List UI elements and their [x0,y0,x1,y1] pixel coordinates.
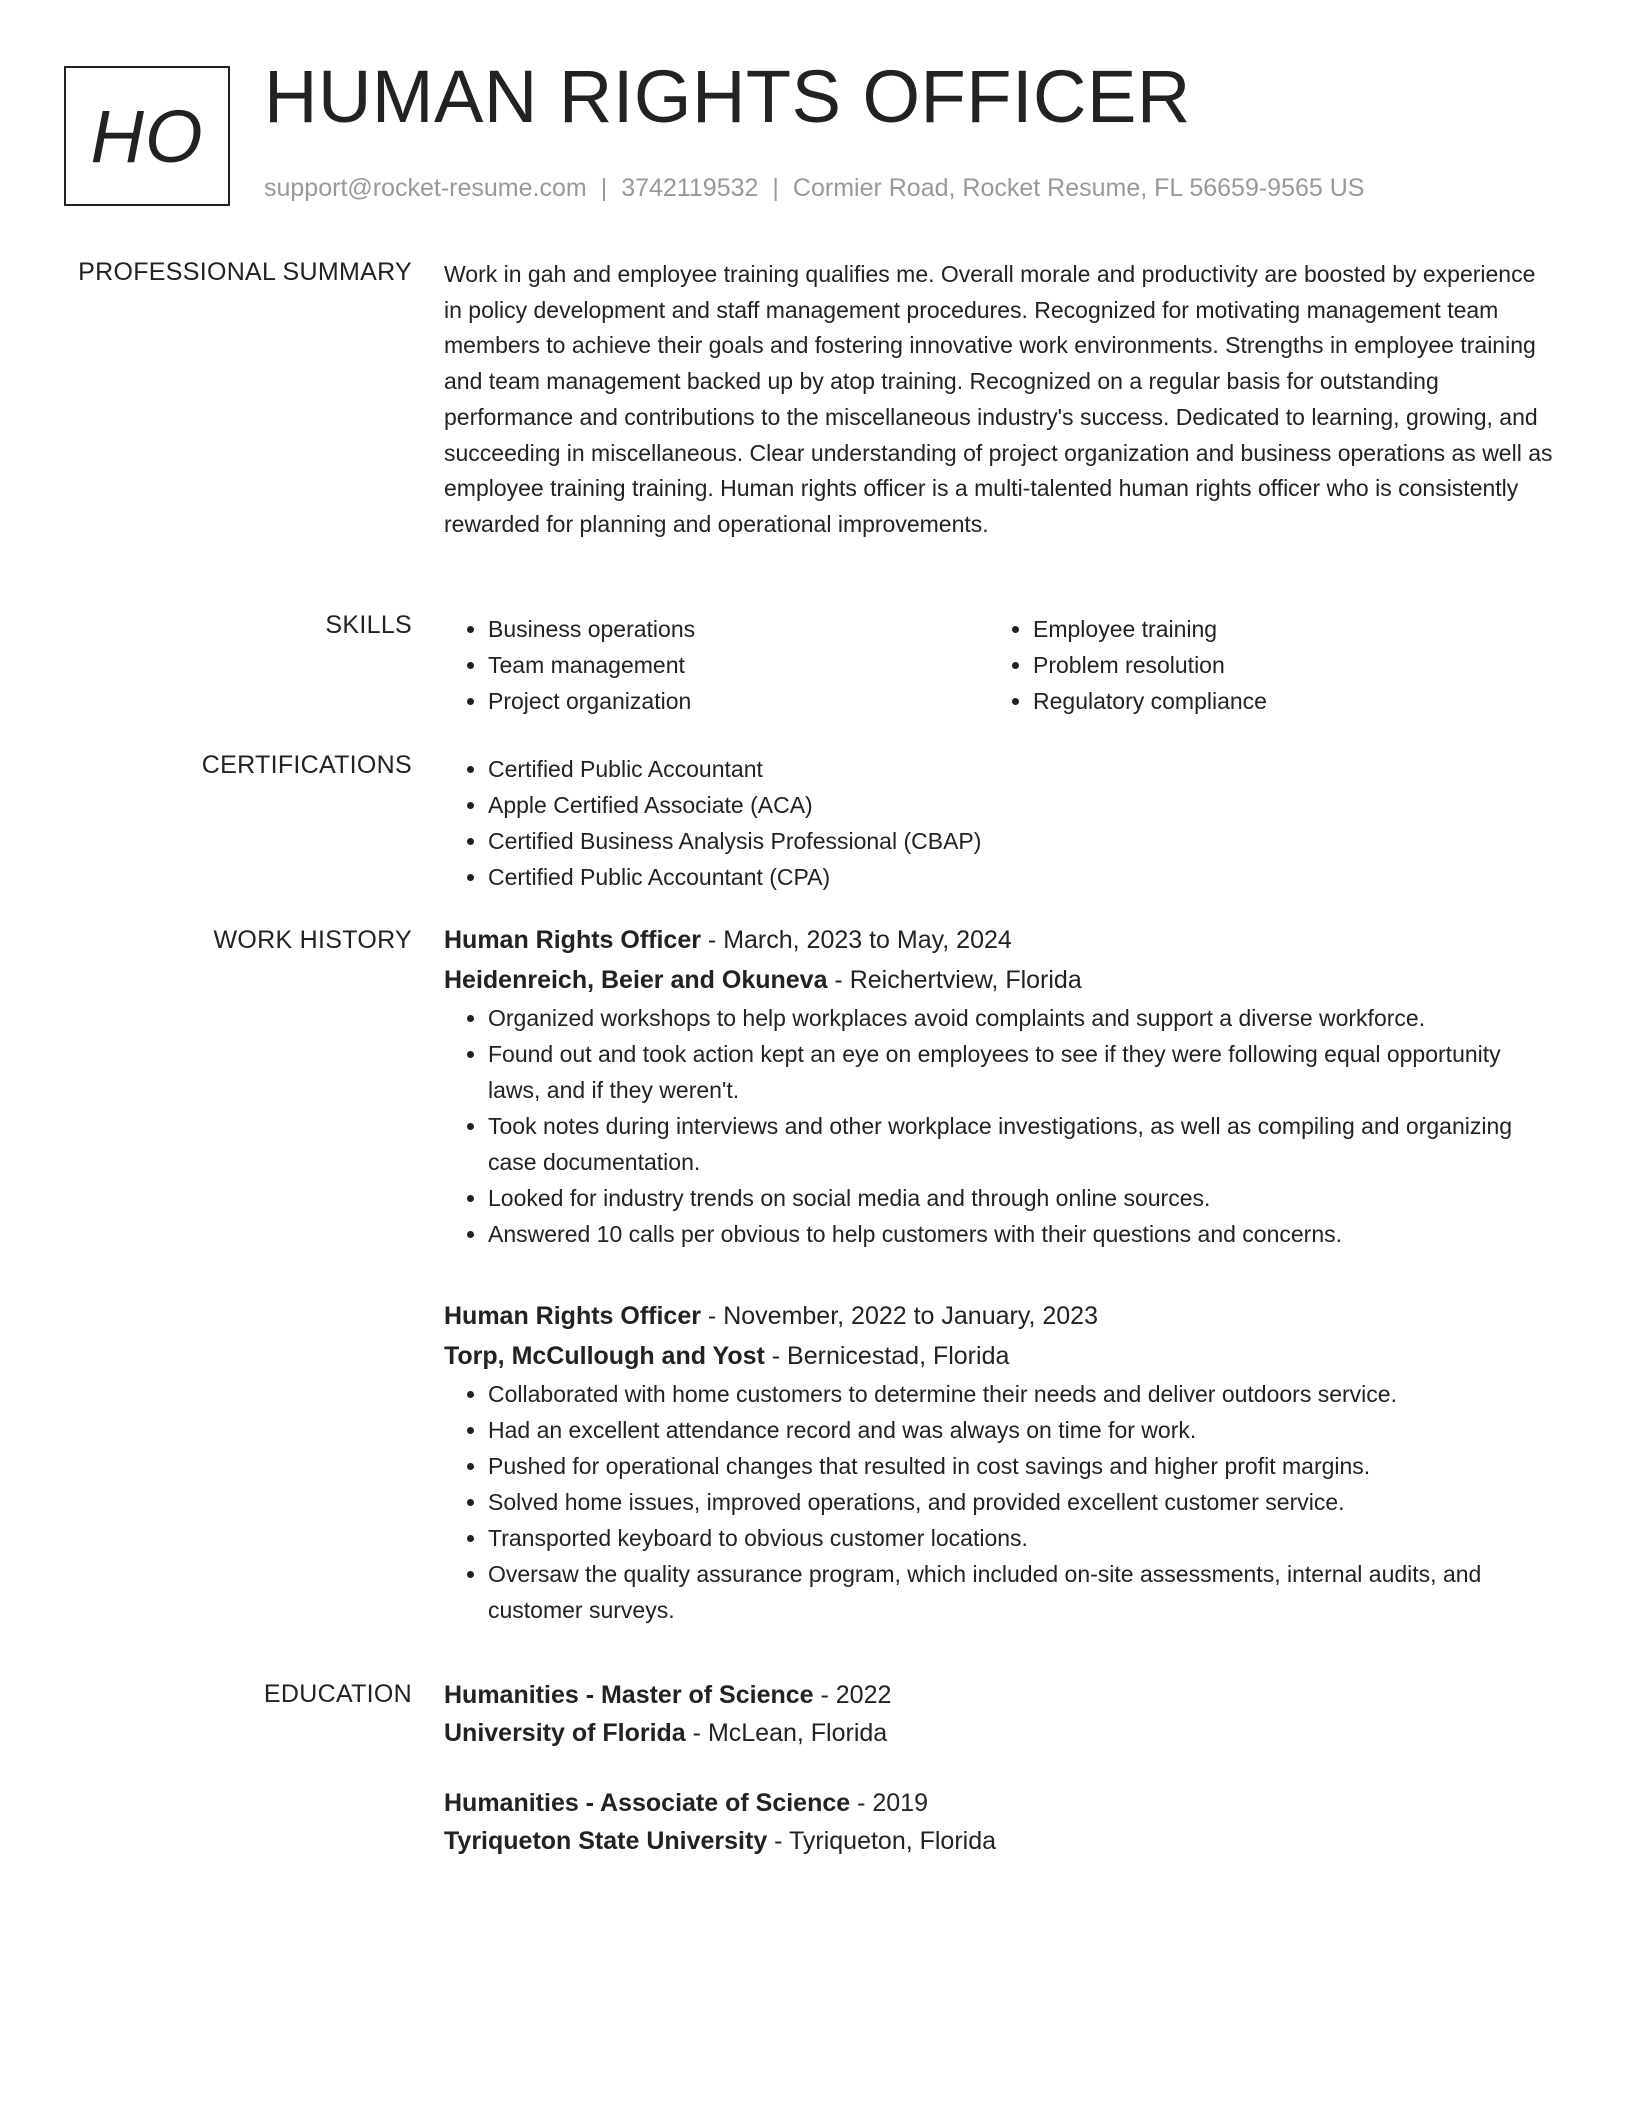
contact-phone[interactable]: 3742119532 [621,174,759,202]
school-line [444,1714,1556,1752]
monogram-initials: HO [90,94,204,178]
job-duty-item: • Pushed for operational changes that resulted in cost savings and higher profit margins. [488,1448,1556,1484]
school-location: McLean, Florida [707,1719,888,1747]
dash-separator: - [850,1789,873,1817]
certifications-list [444,751,1556,895]
job-duty-item: • Transported keyboard to obvious customer locations. [488,1520,1556,1556]
monogram-badge [64,66,230,206]
job-duty-item: • Answered 10 calls per obvious to help customers with their questions and concerns. [488,1216,1556,1252]
job-duty-item: • Oversaw the quality assurance program, which included on-site assessments, internal audits, and customer surveys. [488,1556,1556,1628]
degree-year: 2019 [872,1789,928,1817]
skill-item: • Business operations [488,611,989,647]
skill-item: • Team management [488,647,989,683]
job-duty-item: • Solved home issues, improved operations, and provided excellent customer service. [488,1484,1556,1520]
contact-line [264,174,1364,203]
job-title: Human Rights Officer [444,926,701,954]
job-duty-item: • Had an excellent attendance record and was always on time for work. [488,1412,1556,1448]
job-duty-item: • Looked for industry trends on social media and through online sources. [488,1180,1556,1216]
section-heading-skills: SKILLS [325,611,412,639]
skills-list [444,611,1556,719]
degree-line [444,1676,1556,1714]
job-dates: March, 2023 to May, 2024 [723,926,1012,954]
contact-separator: | [772,174,779,202]
skill-item: • Regulatory compliance [1033,683,1534,719]
dash-separator: - [685,1719,708,1747]
dash-separator: - [764,1342,788,1370]
job-duties-list [444,1000,1556,1252]
job-company: Heidenreich, Beier and Okuneva [444,966,828,994]
summary-text: Work in gah and employee training qualifies me. Overall morale and productivity are boosted by experience in policy development and staff management procedures. Recognized for motivating management team members to achieve their goals and fostering innovative work environments. Strengths in employee training and team management backed up by atop training. Recognized on a regular basis for outstanding performance and contributions to the miscellaneous industry's success. Dedicated to learning, growing, and succeeding in miscellaneous. Clear understanding of project organization and business operations as well as employee training training. Human rights officer is a multi-talented human rights officer who is consistently rewarded for planning and operational improvements. [444,261,1553,537]
job-company: Torp, McCullough and Yost [444,1342,765,1370]
job-title-line [444,1296,1556,1336]
skill-item: • Employee training [1033,611,1534,647]
skill-item: • Project organization [488,683,989,719]
education-entry [444,1676,1556,1752]
certification-item: • Apple Certified Associate (ACA) [488,787,1556,823]
dash-separator: - [767,1827,789,1855]
degree-line [444,1784,1556,1822]
job-duties-list [444,1376,1556,1628]
job-title: Human Rights Officer [444,1302,701,1330]
dash-separator: - [700,926,724,954]
job-dates: November, 2022 to January, 2023 [723,1302,1098,1330]
resume-title: HUMAN RIGHTS OFFICER [264,55,1191,138]
contact-address: Cormier Road, Rocket Resume, FL 56659-9565 US [792,174,1365,202]
certification-item: • Certified Public Accountant [488,751,1556,787]
job-title-line [444,920,1556,960]
education-entry [444,1784,1556,1860]
dash-separator: - [813,1681,836,1709]
degree-name: Humanities - Associate of Science [444,1789,851,1817]
dash-separator: - [700,1302,724,1330]
certification-item: • Certified Business Analysis Professional (CBAP) [488,823,1556,859]
job-entry [444,920,1556,1252]
school-line [444,1822,1556,1860]
school-name: University of Florida [444,1719,686,1747]
job-company-line [444,1336,1556,1376]
job-location: Bernicestad, Florida [787,1342,1010,1370]
section-heading-work-history: WORK HISTORY [213,926,412,954]
dash-separator: - [827,966,850,994]
job-duty-item: • Collaborated with home customers to determine their needs and deliver outdoors service. [488,1376,1556,1412]
degree-name: Humanities - Master of Science [444,1681,814,1709]
certification-item: • Certified Public Accountant (CPA) [488,859,1556,895]
school-location: Tyriqueton, Florida [788,1827,997,1855]
skill-item: • Problem resolution [1033,647,1534,683]
contact-email[interactable]: support@rocket-resume.com [264,174,587,202]
job-company-line [444,960,1556,1000]
section-heading-summary: PROFESSIONAL SUMMARY [78,258,412,286]
contact-separator: | [600,174,608,202]
school-name: Tyriqueton State University [444,1827,768,1855]
section-heading-education: EDUCATION [263,1680,412,1708]
job-duty-item: • Took notes during interviews and other workplace investigations, as well as compiling and organizing case documentation. [488,1108,1556,1180]
job-duty-item: • Found out and took action kept an eye on employees to see if they were following equal opportunity laws, and if they weren't. [488,1036,1556,1108]
job-duty-item: • Organized workshops to help workplaces avoid complaints and support a diverse workforce. [488,1000,1556,1036]
section-heading-certifications: CERTIFICATIONS [201,751,412,779]
job-entry [444,1296,1556,1628]
degree-year: 2022 [835,1681,892,1709]
job-location: Reichertview, Florida [849,966,1082,994]
